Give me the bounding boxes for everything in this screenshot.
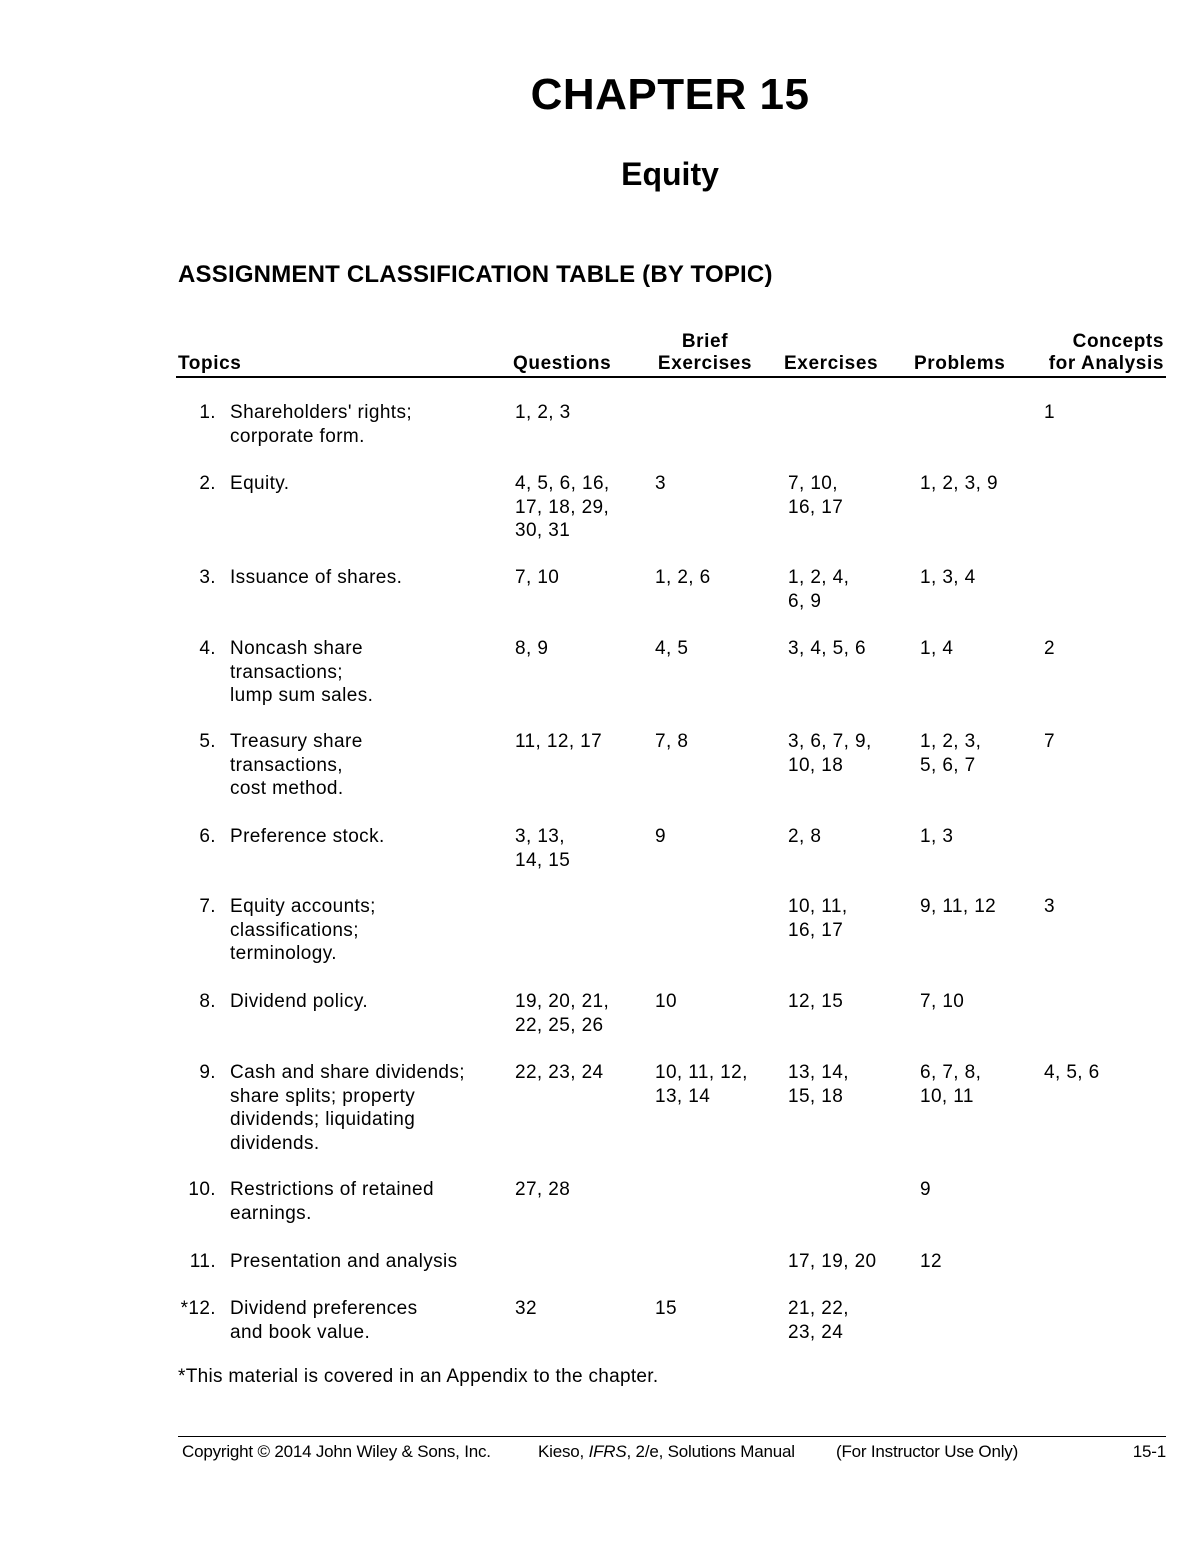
problems-cell: 9 [920, 1179, 931, 1200]
brief-exercises-cell: 7, 8 [655, 731, 689, 752]
problems-cell: 1, 3, 4 [920, 567, 976, 588]
topic-number: 6. [199, 826, 216, 847]
exercises-cell: 3, 6, 7, 9, 10, 18 [788, 731, 872, 776]
concepts-cell: 1 [1044, 402, 1055, 423]
topic-name: Dividend policy. [230, 991, 369, 1012]
problems-cell: 6, 7, 8, 10, 11 [920, 1062, 982, 1107]
footer-book: Kieso, IFRS, 2/e, Solutions Manual [538, 1442, 795, 1461]
problems-cell: 1, 3 [920, 826, 954, 847]
concepts-cell: 3 [1044, 896, 1055, 917]
footer-divider [178, 1436, 1166, 1437]
questions-cell: 32 [515, 1298, 537, 1319]
topic-number: 7. [199, 896, 216, 917]
footer-usage: (For Instructor Use Only) [836, 1442, 1019, 1461]
concepts-cell: 4, 5, 6 [1044, 1062, 1100, 1083]
questions-cell: 7, 10 [515, 567, 560, 588]
topic-name: Issuance of shares. [230, 567, 403, 588]
brief-exercises-cell: 3 [655, 473, 666, 494]
brief-exercises-cell: 15 [655, 1298, 677, 1319]
header-concepts-line2: for Analysis [1048, 353, 1164, 374]
header-concepts-line1: Concepts [1072, 331, 1164, 352]
topic-number: 8. [199, 991, 216, 1012]
concepts-cell: 7 [1044, 731, 1055, 752]
problems-cell: 9, 11, 12 [920, 896, 997, 917]
topic-number: 1. [199, 402, 216, 423]
questions-cell: 27, 28 [515, 1179, 571, 1200]
topic-number: *12. [180, 1298, 216, 1319]
exercises-cell: 17, 19, 20 [788, 1251, 877, 1272]
questions-cell: 1, 2, 3 [515, 402, 571, 423]
exercises-cell: 13, 14, 15, 18 [788, 1062, 849, 1107]
brief-exercises-cell: 1, 2, 6 [655, 567, 711, 588]
brief-exercises-cell: 9 [655, 826, 666, 847]
table-title: ASSIGNMENT CLASSIFICATION TABLE (BY TOPIC) [178, 261, 773, 288]
brief-exercises-cell: 4, 5 [655, 638, 689, 659]
exercises-cell: 3, 4, 5, 6 [788, 638, 866, 659]
exercises-cell: 12, 15 [788, 991, 844, 1012]
topic-name: Shareholders' rights; corporate form. [230, 402, 413, 447]
chapter-title: CHAPTER 15 [530, 70, 810, 119]
topic-name: Noncash share transactions; lump sum sales. [230, 638, 374, 706]
questions-cell: 4, 5, 6, 16, 17, 18, 29, 30, 31 [515, 473, 610, 541]
questions-cell: 19, 20, 21, 22, 25, 26 [515, 991, 610, 1036]
exercises-cell: 1, 2, 4, 6, 9 [788, 567, 850, 612]
header-exercises: Exercises [784, 353, 879, 374]
topic-number: 9. [199, 1062, 216, 1083]
concepts-cell: 2 [1044, 638, 1055, 659]
exercises-cell: 7, 10, 16, 17 [788, 473, 844, 518]
questions-cell: 3, 13, 14, 15 [515, 826, 571, 871]
chapter-subtitle: Equity [621, 156, 719, 192]
header-divider [176, 376, 1166, 378]
header-brief-line1: Brief [681, 331, 729, 352]
topic-number: 3. [199, 567, 216, 588]
appendix-footnote: *This material is covered in an Appendix to the chapter. [178, 1366, 659, 1387]
problems-cell: 1, 2, 3, 5, 6, 7 [920, 731, 982, 776]
topic-number: 11. [189, 1251, 216, 1272]
header-brief-line2: Exercises [657, 353, 753, 374]
topic-name: Equity accounts; classifications; terminology. [230, 896, 376, 964]
footer-page-number: 15-1 [1132, 1442, 1166, 1461]
topic-name: Restrictions of retained earnings. [230, 1179, 434, 1224]
problems-cell: 1, 4 [920, 638, 954, 659]
brief-exercises-cell: 10 [655, 991, 677, 1012]
topic-number: 5. [199, 731, 216, 752]
header-problems: Problems [914, 353, 1006, 374]
topic-number: 2. [199, 473, 216, 494]
exercises-cell: 10, 11, 16, 17 [788, 896, 848, 941]
problems-cell: 7, 10 [920, 991, 965, 1012]
questions-cell: 8, 9 [515, 638, 549, 659]
problems-cell: 1, 2, 3, 9 [920, 473, 998, 494]
topic-name: Equity. [230, 473, 290, 494]
exercises-cell: 2, 8 [788, 826, 822, 847]
header-questions: Questions [513, 353, 612, 374]
topic-name: Dividend preferences and book value. [230, 1298, 418, 1343]
questions-cell: 22, 23, 24 [515, 1062, 604, 1083]
topic-number: 10. [188, 1179, 216, 1200]
topic-name: Cash and share dividends; share splits; property dividends; liquidating dividends. [230, 1062, 465, 1154]
brief-exercises-cell: 10, 11, 12, 13, 14 [655, 1062, 748, 1107]
questions-cell: 11, 12, 17 [515, 731, 603, 752]
topic-name: Presentation and analysis [230, 1251, 458, 1272]
exercises-cell: 21, 22, 23, 24 [788, 1298, 849, 1343]
topic-name: Preference stock. [230, 826, 385, 847]
topic-name: Treasury share transactions, cost method. [230, 731, 363, 799]
header-topics: Topics [178, 353, 242, 374]
problems-cell: 12 [920, 1251, 942, 1272]
topic-number: 4. [199, 638, 216, 659]
footer-copyright: Copyright © 2014 John Wiley & Sons, Inc. [182, 1442, 491, 1461]
